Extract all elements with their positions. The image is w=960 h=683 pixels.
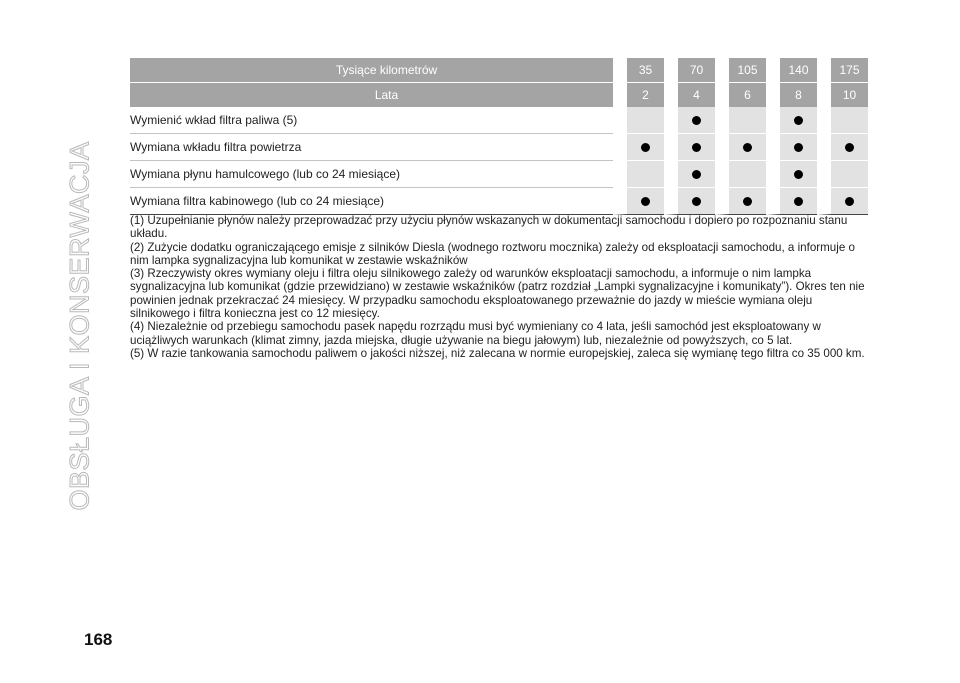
service-dot-icon <box>641 143 650 152</box>
header-years-cell: 10 <box>817 83 868 107</box>
interval-cell <box>664 107 715 134</box>
interval-cell <box>664 188 715 215</box>
interval-cell <box>766 161 817 188</box>
header-years-cell: 6 <box>715 83 766 107</box>
header-km-cell: 105 <box>715 58 766 83</box>
interval-cell <box>613 134 664 161</box>
interval-cell <box>766 107 817 134</box>
header-row-years <box>130 83 868 107</box>
interval-cell <box>817 134 868 161</box>
footnote: (5) W razie tankowania samochodu paliwem o jakości niższej, niż zalecana w normie europejskiej, zaleca się wymianę tego filtra co 35 000 km. <box>130 346 865 360</box>
service-dot-icon <box>794 143 803 152</box>
table-row <box>130 161 868 188</box>
section-side-title-text: OBSŁUGA I KONSERWACJA <box>64 141 95 511</box>
row-label: Wymiana płynu hamulcowego (lub co 24 miesiące) <box>130 161 613 188</box>
header-km-label: Tysiące kilometrów <box>130 58 613 83</box>
service-dot-icon <box>692 197 701 206</box>
service-dot-icon <box>794 170 803 179</box>
header-years-cell: 8 <box>766 83 817 107</box>
service-dot-icon <box>845 197 854 206</box>
interval-cell <box>766 188 817 215</box>
footnote: (1) Uzupełnianie płynów należy przeprowadzać przy użyciu płynów wskazanych w dokumentacji samochodu i dopiero po rozpoznaniu stanu układu. <box>130 214 848 241</box>
row-label: Wymiana wkładu filtra powietrza <box>130 134 613 161</box>
interval-cell <box>817 188 868 215</box>
maintenance-schedule-table <box>130 58 868 215</box>
interval-cell <box>613 188 664 215</box>
header-row-kilometers <box>130 58 868 83</box>
row-label: Wymiana filtra kabinowego (lub co 24 miesiące) <box>130 188 613 215</box>
service-dot-icon <box>692 143 701 152</box>
header-km-cell: 70 <box>664 58 715 83</box>
interval-cell <box>715 188 766 215</box>
table-row <box>130 188 868 215</box>
interval-cell <box>817 107 868 134</box>
header-years-label: Lata <box>130 83 613 107</box>
service-dot-icon <box>794 197 803 206</box>
interval-cell <box>715 161 766 188</box>
interval-cell <box>613 107 664 134</box>
footnote: (2) Zużycie dodatku ograniczającego emisje z silników Diesla (wodnego roztworu mocznika) zależy od eksploatacji samochodu, a informuje o nim lampka sygnalizacyjna lub komunikat w zestawie wskaźników <box>130 240 855 267</box>
interval-cell <box>715 134 766 161</box>
service-dot-icon <box>692 116 701 125</box>
service-dot-icon <box>641 197 650 206</box>
interval-cell <box>664 161 715 188</box>
footnote: (3) Rzeczywisty okres wymiany oleju i filtra oleju silnikowego zależy od warunków eksploatacji samochodu, a informuje o nim lampka sygnalizacyjna lub komunikat (gdzie przewidziano) w zestawie wskaźników (patrz rozdział „Lampki sygnalizacyjne i komunikaty”). Okres ten nie powinien jednak przekraczać 24 miesięcy. W przypadku samochodu eksploatowanego przeważnie do jazdy w mieście wymiana oleju silnikowego i filtra konieczna jest co 12 miesięcy. <box>130 267 865 321</box>
footnote: (4) Niezależnie od przebiegu samochodu pasek napędu rozrządu musi być wymieniany co 4 lata, jeśli samochód jest eksploatowany w uciążliwych warunkach (klimat zimny, jazda miejska, długie używanie na biegu jałowym) lub, niezależnie od powyższych, co 5 lat. <box>130 320 821 347</box>
header-km-cell: 140 <box>766 58 817 83</box>
page-number: 168 <box>84 630 113 649</box>
service-dot-icon <box>794 116 803 125</box>
header-years-cell: 2 <box>613 83 664 107</box>
interval-cell <box>613 161 664 188</box>
interval-cell <box>766 134 817 161</box>
table-row <box>130 107 868 134</box>
table-row <box>130 134 868 161</box>
row-label: Wymienić wkład filtra paliwa (5) <box>130 107 613 134</box>
interval-cell <box>715 107 766 134</box>
header-years-cell: 4 <box>664 83 715 107</box>
service-dot-icon <box>692 170 701 179</box>
service-dot-icon <box>743 143 752 152</box>
interval-cell <box>664 134 715 161</box>
header-km-cell: 35 <box>613 58 664 83</box>
interval-cell <box>817 161 868 188</box>
footnotes <box>130 214 868 360</box>
service-dot-icon <box>845 143 854 152</box>
header-km-cell: 175 <box>817 58 868 83</box>
service-dot-icon <box>743 197 752 206</box>
